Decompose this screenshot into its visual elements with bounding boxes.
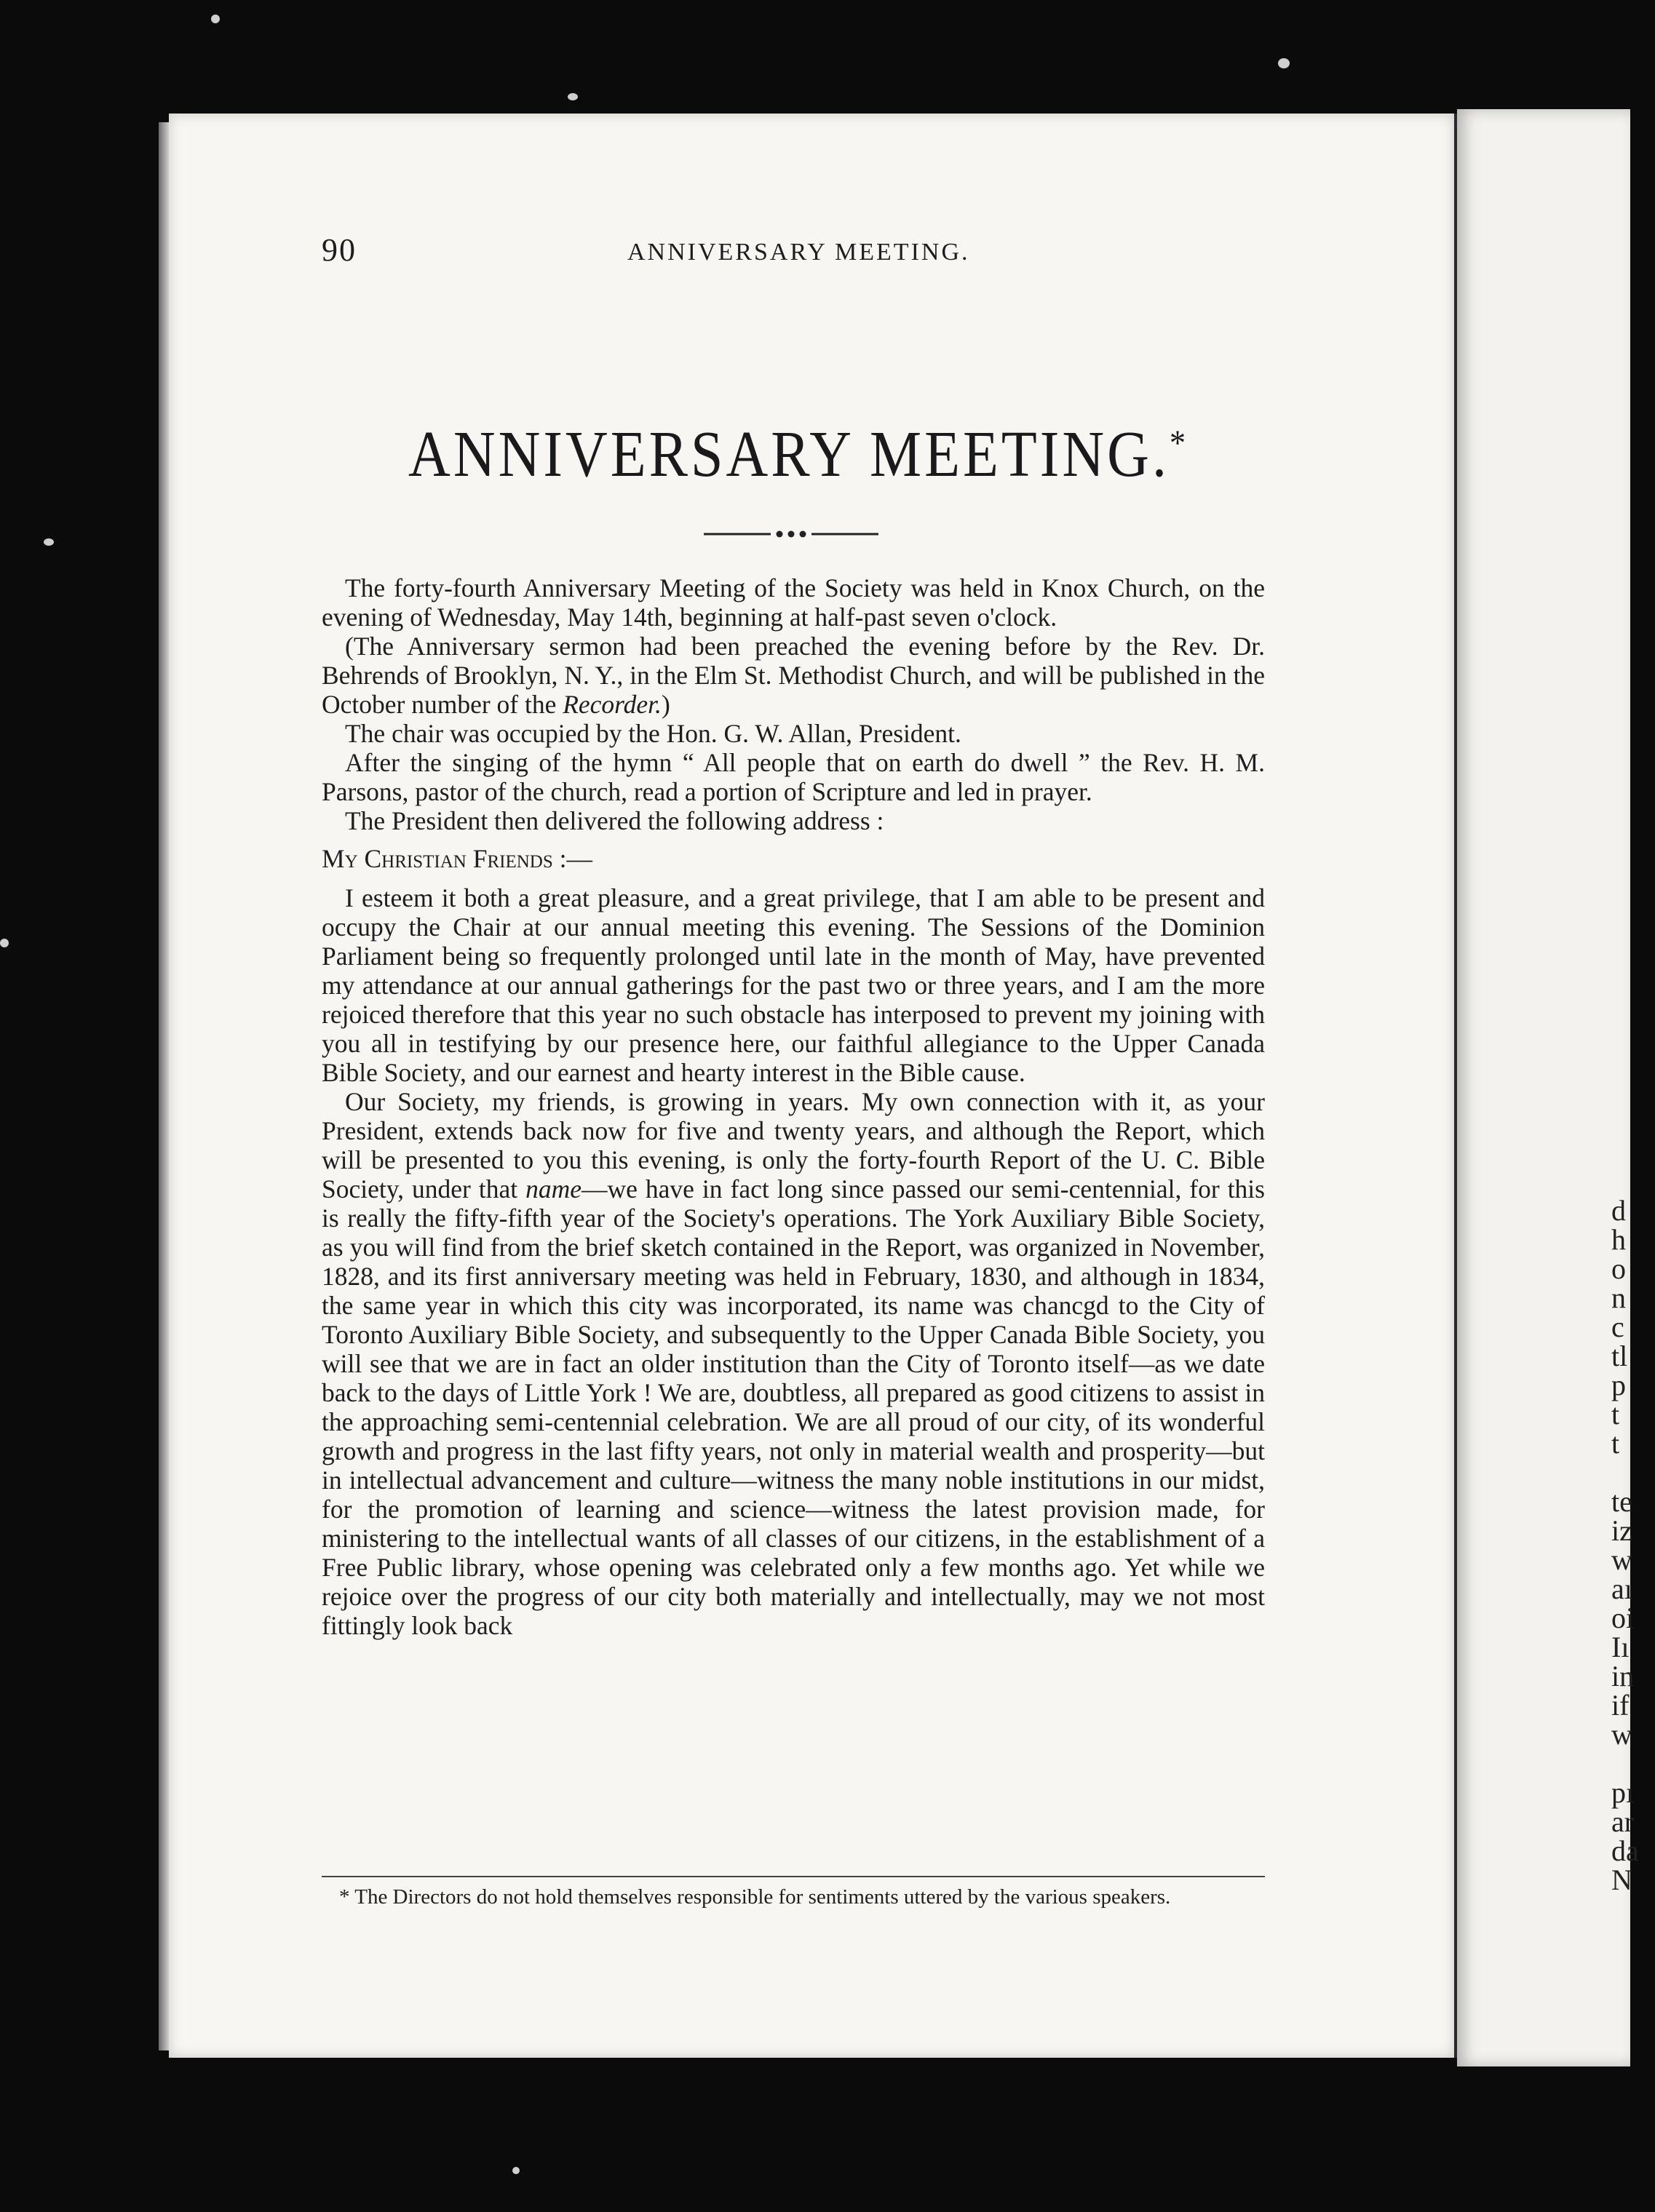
paragraph-hymn: After the singing of the hymn “ All people that on earth do dwell ” the Rev. H. M. Parsons, pastor of the church, read a portion of Scripture and led in prayer. [322,748,1265,806]
adjacent-page-fragment: if [1611,1689,1630,1722]
dust-speck [512,2167,520,2174]
italic-name: name [525,1174,582,1204]
page-title [322,418,1275,493]
adjacent-page-fragment: N [1611,1863,1632,1896]
paragraph-sermon-note [322,632,1265,719]
paragraph-esteem: I esteem it both a great pleasure, and a great privilege, that I am able to be present and occupy the Chair at our annual meeting this evening. The Sessions of the Dominion Parliament being so frequently prolonged until late in the month of May, have prevented my attendance at our annual gatherings for the past two or three years, and I am the more rejoiced therefore that this year no such obstacle has interposed to prevent my joining with you all in testifying by our presence here, our faithful allegiance to the Upper Canada Bible Society, and our earnest and hearty interest in the Bible cause. [322,883,1265,1087]
adjacent-page-fragment: Iı [1611,1631,1630,1663]
adjacent-page [1457,109,1639,2066]
adjacent-page-fragment: pı [1611,1776,1635,1809]
adjacent-page-fragment: ar [1611,1805,1635,1838]
adjacent-page-fragment: n [1611,1281,1626,1314]
adjacent-page-fragment: p [1611,1369,1626,1401]
adjacent-page-fragment: oi [1611,1602,1635,1634]
page-number: 90 [322,232,357,268]
adjacent-page-fragment: aı [1611,1572,1632,1605]
running-head [322,231,1275,275]
page-title-text: ANNIVERSARY MEETING. [408,418,1170,491]
dust-speck [568,93,578,100]
footnote [322,1885,1265,1909]
dust-speck [1278,58,1290,68]
page-edge [159,122,169,2050]
paragraph-society-history [322,1087,1265,1640]
history-text-start: Our Society, my friends, is growing in years. My own connection with it, as your President, extends back now for five and twenty years, and although the Report, which will be presented to you this evening, is only the forty-fourth Report of the U. C. Bible Society, under that [322,1087,1265,1204]
body-text [322,573,1265,1640]
adjacent-page-fragment: c [1611,1310,1624,1343]
dust-speck [0,939,9,947]
adjacent-page-fragment: in [1611,1660,1635,1692]
adjacent-page-fragment: tl [1611,1340,1628,1372]
footnote-mark: * [1169,423,1188,464]
adjacent-page-fragment: h [1611,1223,1626,1256]
dust-speck [211,15,220,23]
dust-speck [44,538,54,546]
adjacent-page-fragment: o [1611,1252,1626,1285]
adjacent-page-fragment: d [1611,1194,1626,1227]
salutation: My Christian Friends :— [322,844,592,873]
adjacent-page-fragment: t [1611,1427,1620,1460]
history-text-end: —we have in fact long since passed our semi-centennial, for this is really the fifty-fifth year of the Society's operations. The York Auxiliary Bible Society, as you will find from the brief sketch contained in the Report, was organized in November, 1828, and its first anniversary meeting was held in February, 1830, and although in 1834, the same year in which this city was incorporated, its name was chancgd to the City of Toronto Auxiliary Bible Society, and subsequently to the Upper Canada Bible Society, you will see that we are in fact an older institution than the City of Toronto itself—as we date back to the days of Little York ! We are, doubtless, all prepared as good citizens to assist in the approaching semi-centennial celebration. We are all proud of our city, of its wonderful growth and progress in the last fifty years, not only in material wealth and prosperity—but in intellectual advancement and culture—witness the many noble institutions in our midst, for the promotion of learning and science—witness the latest provision made, for ministering to the intellectual wants of all classes of our citizens, in the establishment of a Free Public library, whose opening was celebrated only a few months ago. Yet while we rejoice over the progress of our city both materially and intellectually, may we not most fittingly look back [322,1174,1265,1640]
sermon-note-text: (The Anniversary sermon had been preached the evening before by the Rev. Dr. Behrends of Brooklyn, N. Y., in the Elm St. Methodist Church, and will be published in the October number of the [322,632,1265,719]
running-head-title: ANNIVERSARY MEETING. [627,239,970,266]
sermon-note-close: ) [661,690,670,719]
footnote-text: * The Directors do not hold themselves responsible for sentiments uttered by the various speakers. [339,1885,1171,1909]
adjacent-page-fragment: iz [1611,1514,1632,1547]
title-ornament [704,525,878,543]
adjacent-page-fragment: w [1611,1718,1632,1751]
paragraph-opening: The forty-fourth Anniversary Meeting of the Society was held in Knox Church, on the evening of Wednesday, May 14th, beginning at half-past seven o'clock. [322,573,1265,632]
paragraph-address-intro: The President then delivered the following address : [345,806,884,835]
paragraph-chair: The chair was occupied by the Hon. G. W. Allan, President. [345,719,961,748]
adjacent-page-fragment: da [1611,1834,1639,1867]
adjacent-page-fragment: w [1611,1543,1632,1576]
recorder-title: Recorder. [563,690,662,719]
footnote-rule [322,1876,1265,1877]
adjacent-page-fragment: te [1611,1485,1632,1518]
adjacent-page-fragment: t [1611,1398,1620,1431]
